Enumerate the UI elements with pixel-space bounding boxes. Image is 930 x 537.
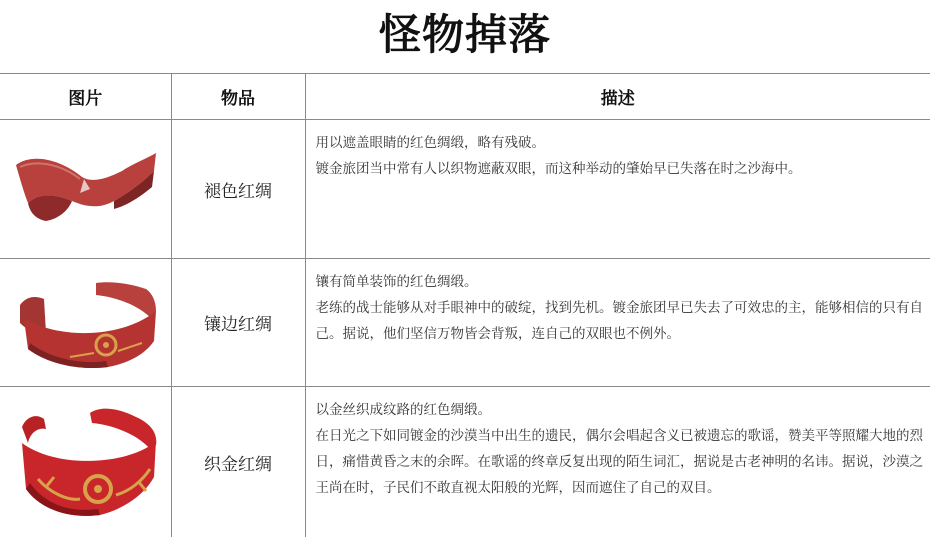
item-description [305, 120, 930, 259]
item-image-cell [0, 387, 171, 537]
item-name: 织金红绸 [171, 387, 305, 537]
table-row [0, 259, 930, 387]
item-lore: 镀金旅团当中常有人以织物遮蔽双眼，而这种举动的肇始早已失落在时之沙海中。 [316, 156, 925, 182]
trimmed-red-silk-icon [10, 275, 160, 371]
item-image-cell [0, 259, 171, 387]
table-row [0, 387, 930, 537]
item-lore: 在日光之下如同镀金的沙漠当中出生的遗民，偶尔会唱起含义已被遗忘的歌谣，赞美平等照耀大地的烈日，痛惜黄昏之末的余晖。在歌谣的终章反复出现的陌生词汇，据说是古老神明的名讳。据说，沙漠之王尚在时，子民们不敢直视太阳般的光辉，因而遮住了自己的双目。 [316, 423, 925, 501]
item-image-cell [0, 120, 171, 259]
monster-drops-table [0, 73, 930, 537]
item-lore: 老练的战士能够从对手眼神中的破绽，找到先机。镀金旅团早已失去了可效忠的主，能够相信的只有自己。据说，他们坚信万物皆会背叛，连自己的双眼也不例外。 [316, 295, 925, 347]
item-summary: 以金丝织成纹路的红色绸缎。 [316, 397, 925, 423]
page-title: 怪物掉落 [0, 2, 930, 68]
item-summary: 用以遮盖眼睛的红色绸缎，略有残破。 [316, 130, 925, 156]
item-name: 镶边红绸 [171, 259, 305, 387]
table-header-row [0, 74, 930, 120]
column-header-image: 图片 [0, 74, 171, 120]
column-header-item: 物品 [171, 74, 305, 120]
item-description [305, 259, 930, 387]
faded-red-silk-icon [10, 149, 160, 229]
item-description [305, 387, 930, 537]
column-header-description: 描述 [305, 74, 930, 120]
golden-red-silk-icon [10, 403, 160, 521]
table-row [0, 120, 930, 259]
item-summary: 镶有简单装饰的红色绸缎。 [316, 269, 925, 295]
item-name: 褪色红绸 [171, 120, 305, 259]
